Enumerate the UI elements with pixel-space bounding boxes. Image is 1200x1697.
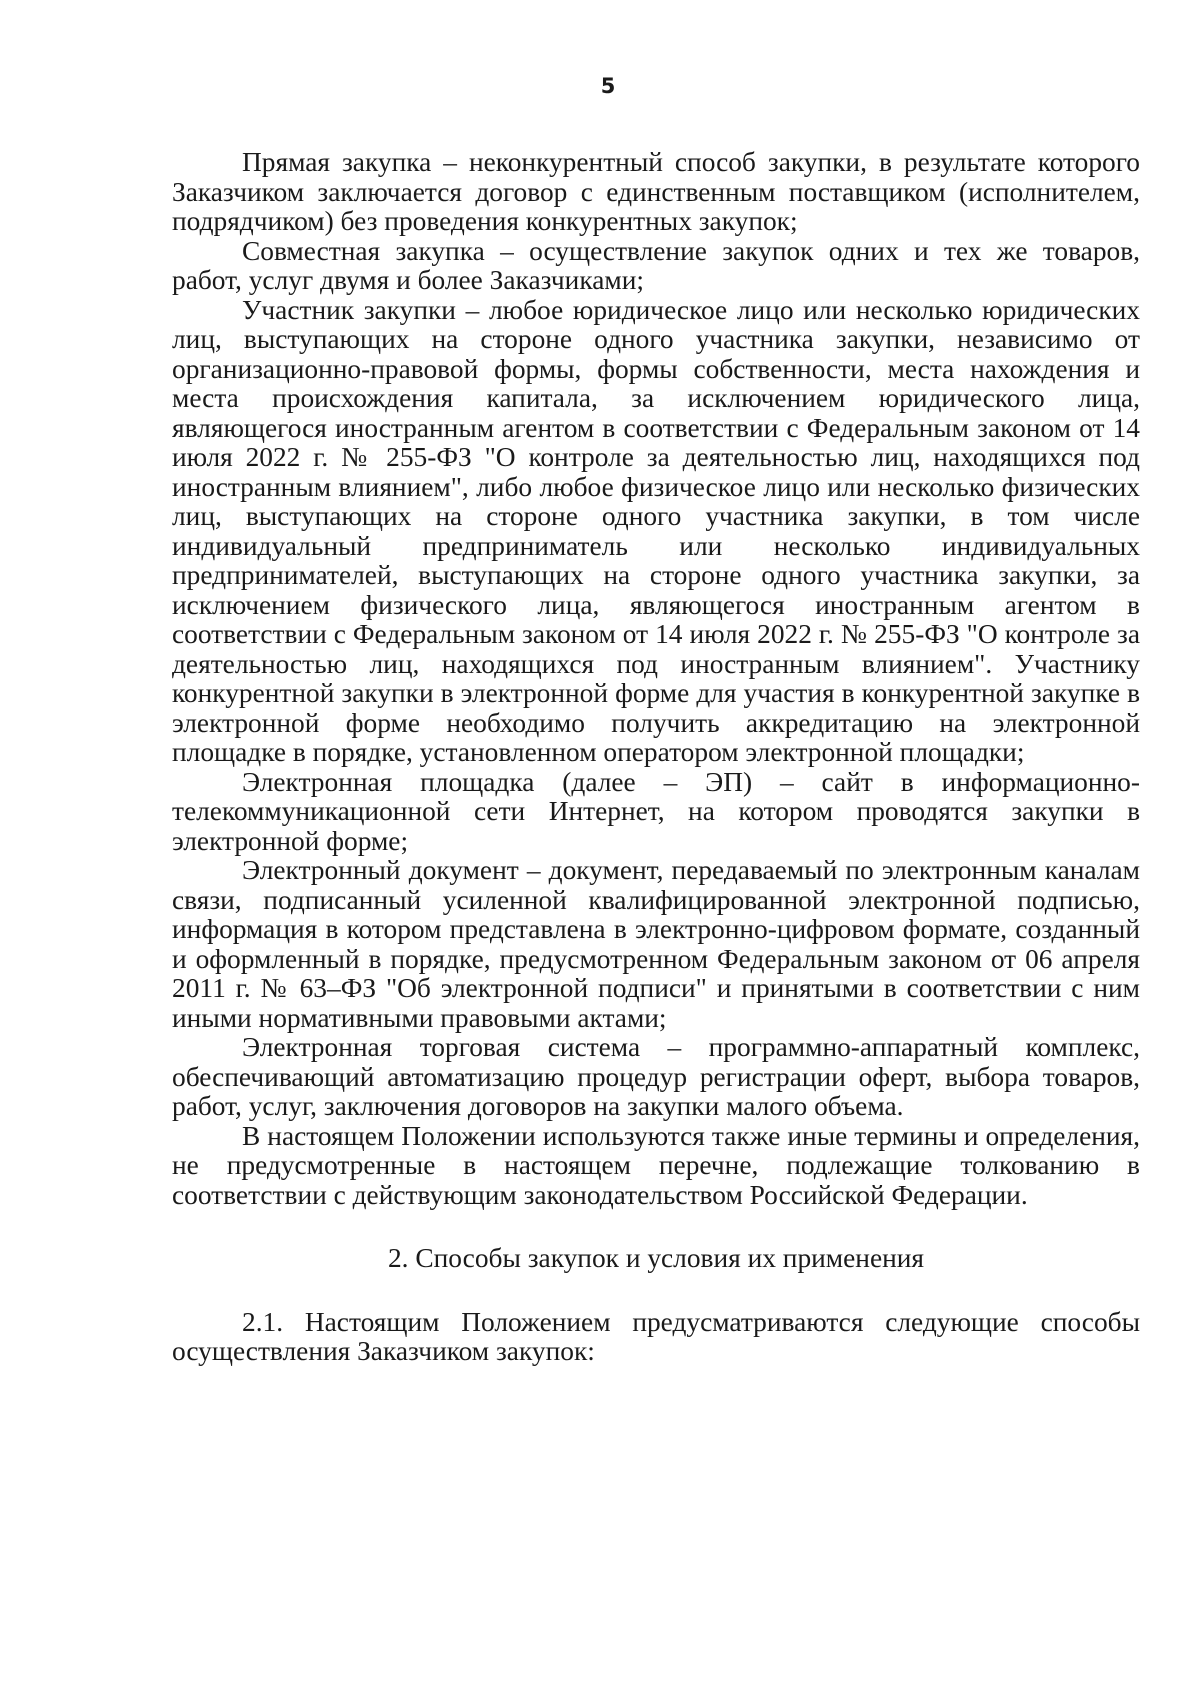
definition-paragraph: Прямая закупка – неконкурентный способ закупки, в результате которого Заказчиком заключается договор с единственным поставщиком (исполнителем, подрядчиком) без проведения конкурентных закупок; [172,147,1140,236]
definition-paragraph: Участник закупки – любое юридическое лицо или несколько юридических лиц, выступающих на стороне одного участника закупки, независимо от организационно-правовой формы, формы собственности, места нахождения и места происхождения капитала, за исключением юридического лица, являющегося иностранным агентом в соответствии с Федеральным законом от 14 июля 2022 г. № 255-ФЗ "О контроле за деятельностью лиц, находящихся под иностранным влиянием", либо любое физическое лицо или несколько физических лиц, выступающих на стороне одного участника закупки, в том числе индивидуальный предприниматель или несколько индивидуальных предпринимателей, выступающих на стороне одного участника закупки, за исключением физического лица, являющегося иностранным агентом в соответствии с Федеральным законом от 14 июля 2022 г. № 255-ФЗ "О контроле за деятельностью лиц, находящихся под иностранным влиянием". Участнику конкурентной закупки в электронной форме для участия в конкурентной закупке в электронной форме необходимо получить аккредитацию на электронной площадке в порядке, установленном оператором электронной площадки; [172,294,1140,767]
definition-paragraph: Электронная торговая система – программно-аппаратный комплекс, обеспечивающий автоматизацию процедур регистрации оферт, выбора товаров, работ, услуг, заключения договоров на закупки малого объема. [172,1032,1140,1121]
definition-paragraph: Совместная закупка – осуществление закупок одних и тех же товаров, работ, услуг двумя и более Заказчиками; [172,235,1140,295]
document-body [172,148,1140,1367]
section-paragraph: 2.1. Настоящим Положением предусматриваются следующие способы осуществления Заказчиком закупок: [172,1306,1140,1366]
section-heading: 2. Способы закупок и условия их применения [387,1243,925,1273]
definition-paragraph: Электронная площадка (далее – ЭП) – сайт в информационно-телекоммуникационной сети Интернет, на котором проводятся закупки в электронной форме; [172,766,1140,856]
definition-paragraph: В настоящем Положении используются также иные термины и определения, не предусмотренные в настоящем перечне, подлежащие толкованию в соответствии с действующим законодательством Российской Федерации. [172,1120,1140,1210]
page-number: 5 [600,74,616,98]
definition-paragraph: Электронный документ – документ, передаваемый по электронным каналам связи, подписанный усиленной квалифицированной электронной подписью, информация в котором представлена в электронно-цифровом формате, созданный и оформленный в порядке, предусмотренном Федеральным законом от 06 апреля 2011 г. № 63–ФЗ "Об электронной подписи" и принятыми в соответствии с ним иными нормативными правовыми актами; [172,855,1140,1033]
